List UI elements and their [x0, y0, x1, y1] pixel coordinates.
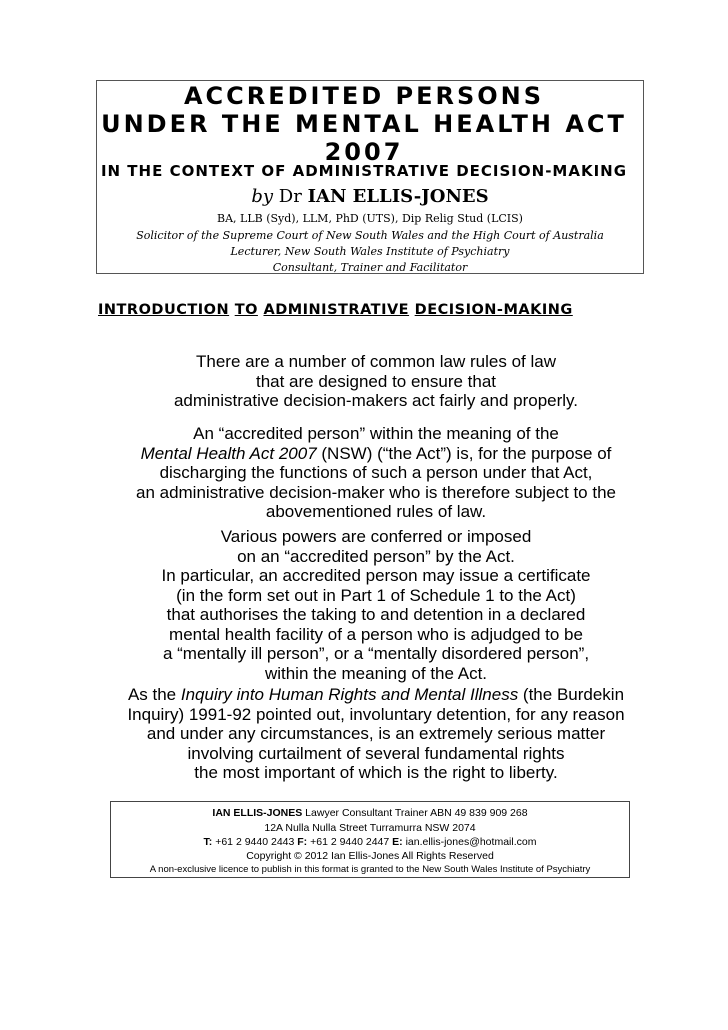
author-role-consultant: Consultant, Trainer and Facilitator — [272, 261, 468, 274]
paragraph-line: that are designed to ensure that — [255, 371, 497, 391]
title-line-2: UNDER THE MENTAL HEALTH ACT — [101, 110, 627, 138]
email-value[interactable]: ian.ellis-jones@hotmail.com — [402, 836, 537, 848]
paragraph-line: Various powers are conferred or imposed — [220, 527, 532, 546]
footer-name: IAN ELLIS-JONES — [212, 807, 303, 819]
phone-label: T: — [203, 836, 213, 848]
heading-word-introduction: INTRODUCTION — [98, 302, 230, 318]
document-subtitle: IN THE CONTEXT OF ADMINISTRATIVE DECISION-MAKING — [100, 162, 628, 180]
paragraph-3 — [96, 527, 656, 683]
paragraph-line: discharging the functions of such a person under that Act, — [159, 463, 593, 482]
paragraph-line: within the meaning of the Act. — [264, 663, 488, 683]
title-line-1: ACCREDITED PERSONS — [183, 82, 545, 110]
author-by: by — [251, 186, 274, 207]
author-role-lecturer: Lecturer, New South Wales Institute of Psychiatry — [230, 245, 510, 258]
heading-word-administrative: ADMINISTRATIVE — [263, 302, 410, 318]
footer-address: 12A Nulla Nulla Street Turramurra NSW 2074 — [264, 822, 476, 834]
footer-copyright: Copyright © 2012 Ian Ellis-Jones All Rights Reserved — [246, 850, 494, 862]
section-heading — [98, 302, 658, 318]
paragraph-line: and under any circumstances, is an extremely serious matter — [146, 724, 606, 743]
footer-roles: Lawyer Consultant Trainer ABN 49 839 909 268 — [302, 807, 528, 819]
paragraph-4 — [96, 685, 656, 783]
paragraph-line: mental health facility of a person who is adjudged to be — [169, 624, 583, 644]
paragraph-line: an administrative decision-maker who is therefore subject to the — [135, 482, 616, 502]
author-name: IAN ELLIS-JONES — [307, 186, 489, 207]
paragraph-text: As the — [127, 685, 181, 704]
act-title: Mental Health Act 2007 — [140, 443, 317, 463]
footer-licence: A non-exclusive licence to publish in this format is granted to the New South Wales Institute of Psychiatry — [149, 864, 591, 875]
paragraph-2 — [96, 424, 656, 522]
author-qualifications: BA, LLB (Syd), LLM, PhD (UTS), Dip Relig Stud (LCIS) — [217, 212, 523, 225]
footer-author — [110, 807, 630, 819]
paragraph-line: that authorises the taking to and detention in a declared — [166, 605, 586, 624]
paragraph-line: involving curtailment of several fundamental rights — [187, 743, 565, 763]
title-line-3: 2007 — [324, 138, 404, 166]
paragraph-line: An “accredited person” within the meaning of the — [193, 424, 559, 443]
fax-label: F: — [297, 836, 308, 848]
paragraph-1 — [96, 352, 656, 411]
paragraph-line: a “mentally ill person”, or a “mentally disordered person”, — [162, 644, 590, 663]
heading-word-decision-making: DECISION-MAKING — [414, 302, 573, 318]
author-role-solicitor: Solicitor of the Supreme Court of New South Wales and the High Court of Australia — [136, 229, 604, 242]
paragraph-text: (the Burdekin — [518, 685, 625, 704]
paragraph-line — [96, 444, 656, 464]
document-title — [0, 82, 728, 166]
phone-value: +61 2 9440 2443 — [212, 836, 298, 848]
paragraph-line: on an “accredited person” by the Act. — [237, 546, 515, 566]
fax-value: +61 2 9440 2447 — [307, 836, 393, 848]
paragraph-line: abovementioned rules of law. — [265, 502, 487, 521]
heading-word-to: TO — [234, 302, 258, 318]
inquiry-title: Inquiry into Human Rights and Mental Illness — [180, 685, 519, 704]
paragraph-text: (NSW) (“the Act”) is, for the purpose of — [316, 443, 612, 463]
footer-contact — [110, 836, 630, 848]
paragraph-line: There are a number of common law rules of law — [196, 352, 556, 371]
paragraph-line — [96, 685, 656, 705]
author-line — [96, 186, 644, 207]
paragraph-line: In particular, an accredited person may issue a certificate — [161, 566, 591, 585]
email-label: E: — [392, 836, 403, 848]
author-honorific: Dr — [278, 186, 302, 207]
paragraph-line: administrative decision-makers act fairly and properly. — [173, 391, 579, 410]
paragraph-line: Inquiry) 1991-92 pointed out, involuntary detention, for any reason — [127, 704, 625, 724]
paragraph-line: the most important of which is the right to liberty. — [194, 763, 558, 782]
paragraph-line: (in the form set out in Part 1 of Schedule 1 to the Act) — [176, 585, 576, 605]
